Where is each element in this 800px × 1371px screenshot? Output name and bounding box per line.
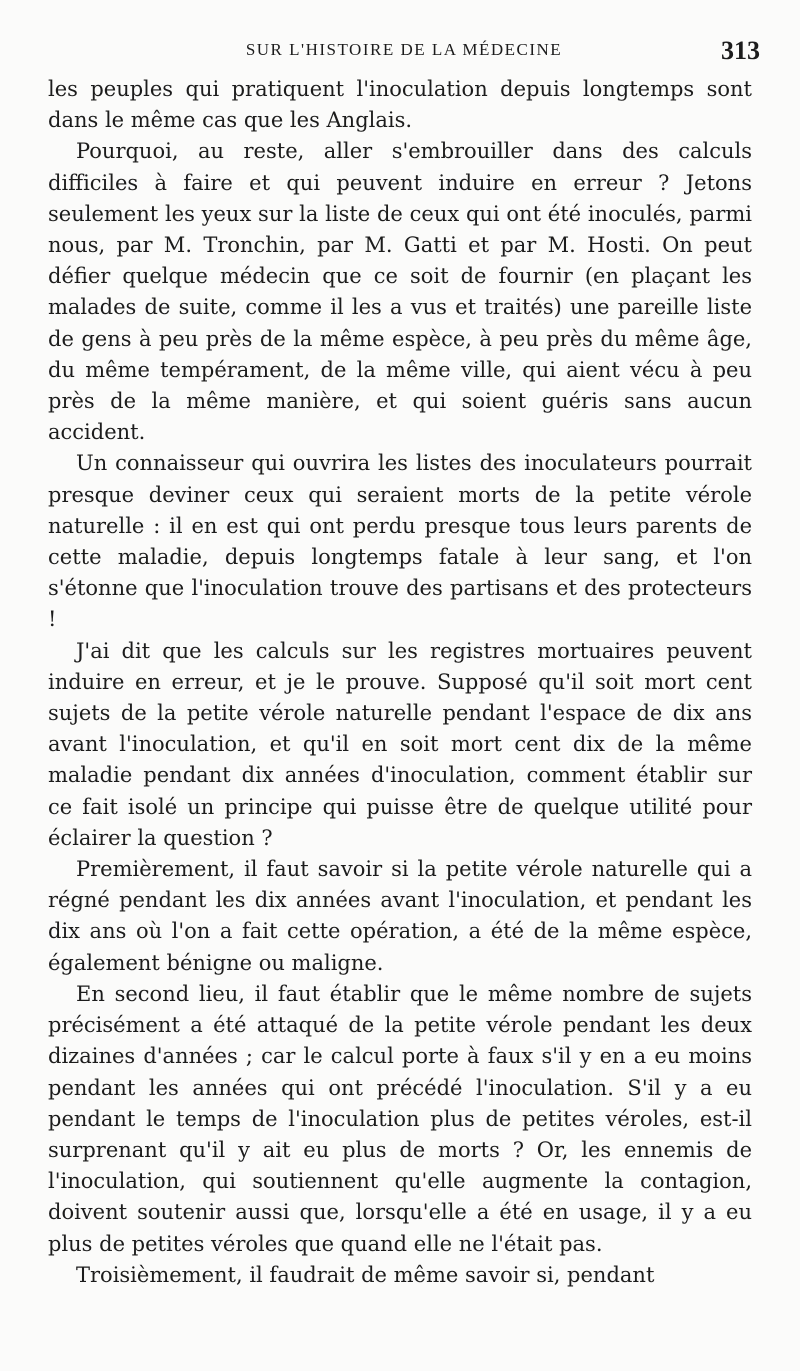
paragraph-continuation: les peuples qui pratiquent l'inoculation depuis longtemps sont dans le même cas que les Anglais. xyxy=(48,77,752,133)
running-title: SUR L'HISTOIRE DE LA MÉDECINE xyxy=(245,40,563,59)
paragraph: En second lieu, il faut établir que le même nombre de sujets précisément a été attaqué de la petite vérole pendant les deux dizaines d'années ; car le calcul porte à faux s'il y en a eu moins pendant les années qui ont précédé l'inoculation. S'il y a eu pendant le temps de l'inoculation plus de petites véroles, est-il surprenant qu'il y ait eu plus de morts ? Or, les ennemis de l'inoculation, qui soutiennent qu'elle augmente la contagion, doivent soutenir aussi que, lorsqu'elle a été en usage, il y a eu plus de petites véroles que quand elle ne l'était pas. xyxy=(48,981,752,1256)
paragraph: Troisièmement, il faudrait de même savoir si, pendant xyxy=(76,1262,655,1287)
paragraph: J'ai dit que les calculs sur les registres mortuaires peuvent induire en erreur, et je le prouve. Supposé qu'il soit mort cent sujets de la petite vérole naturelle pendant l'espace de dix ans avant l'inoculation, et qu'il en soit mort cent dix de la même maladie pendant dix années d'inoculation, comment établir sur ce fait isolé un principe qui puisse être de quelque utilité pour éclairer la question ? xyxy=(48,638,752,850)
paragraph: Premièrement, il faut savoir si la petite vérole naturelle qui a régné pendant les dix années avant l'inoculation, et pendant les dix ans où l'on a fait cette opération, a été de la même espèce, également bénigne ou maligne. xyxy=(48,857,752,975)
paragraph: Pourquoi, au reste, aller s'embrouiller dans des calculs difficiles à faire et qui peuvent induire en erreur ? Jetons seulement les yeux sur la liste de ceux qui ont été inoculés, parmi nous, par M. Tronchin, par M. Gatti et par M. Hosti. On peut défier quelque médecin que ce soit de fournir (en plaçant les malades de suite, comme il les a vus et traités) une pareille liste de gens à peu près de la même espèce, à peu près du même âge, du même tempérament, de la même ville, qui aient vécu à peu près de la même manière, et qui soient guéris sans aucun accident. xyxy=(48,139,752,445)
page-number: 313 xyxy=(721,36,760,65)
body-text xyxy=(48,74,752,1291)
paragraph: Un connaisseur qui ouvrira les listes des inoculateurs pourrait presque deviner ceux qui seraient morts de la petite vérole naturelle : il en est qui ont perdu presque tous leurs parents de cette maladie, depuis longtemps fatale à leur sang, et l'on s'étonne que l'inoculation trouve des partisans et des protecteurs ! xyxy=(48,451,752,632)
running-head xyxy=(48,36,760,64)
